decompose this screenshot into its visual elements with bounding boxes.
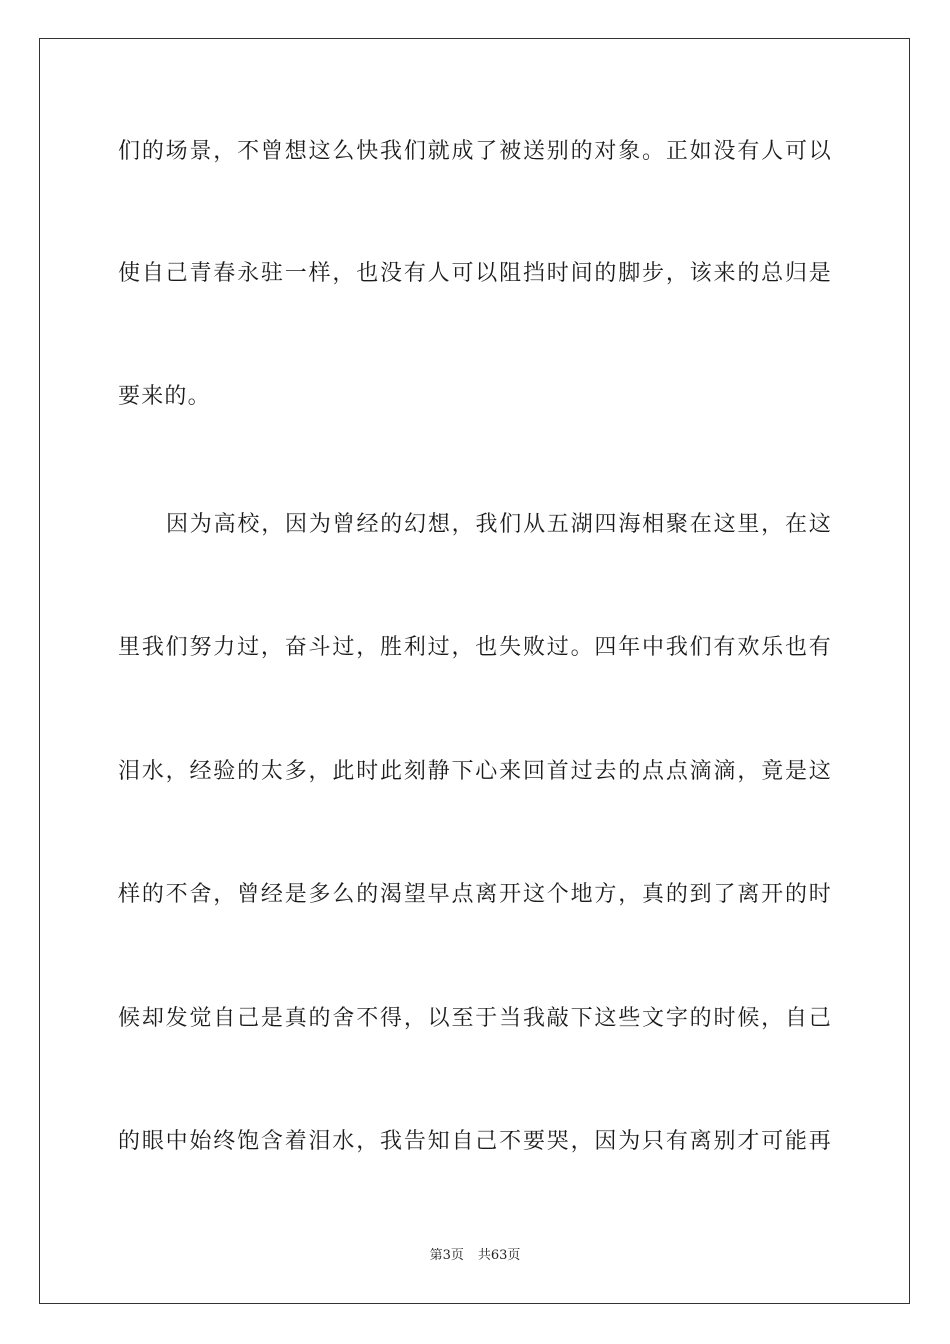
paragraph-first-line: 因为高校，因为曾经的幻想，我们从五湖四海相聚在这里，在这 (166, 512, 832, 537)
total-pages: 共63页 (477, 1248, 521, 1263)
text-line: 泪水，经验的太多，此时此刻静下心来回首过去的点点滴滴，竟是这 (118, 759, 832, 784)
text-line: 样的不舍，曾经是多么的渴望早点离开这个地方，真的到了离开的时 (118, 882, 832, 907)
text-line: 的眼中始终饱含着泪水，我告知自己不要哭，因为只有离别才可能再 (118, 1129, 832, 1154)
page-border (39, 38, 910, 1304)
text-line: 们的场景，不曾想这么快我们就成了被送别的对象。正如没有人可以 (118, 139, 832, 164)
page-number: 第3页 (429, 1248, 464, 1263)
text-line: 要来的。 (118, 384, 211, 409)
page-footer (0, 1247, 950, 1265)
text-line: 使自己青春永驻一样，也没有人可以阻挡时间的脚步，该来的总归是 (118, 261, 832, 286)
text-line: 里我们努力过，奋斗过，胜利过，也失败过。四年中我们有欢乐也有 (118, 635, 832, 660)
text-line: 候却发觉自己是真的舍不得，以至于当我敲下这些文字的时候，自己 (118, 1006, 832, 1031)
